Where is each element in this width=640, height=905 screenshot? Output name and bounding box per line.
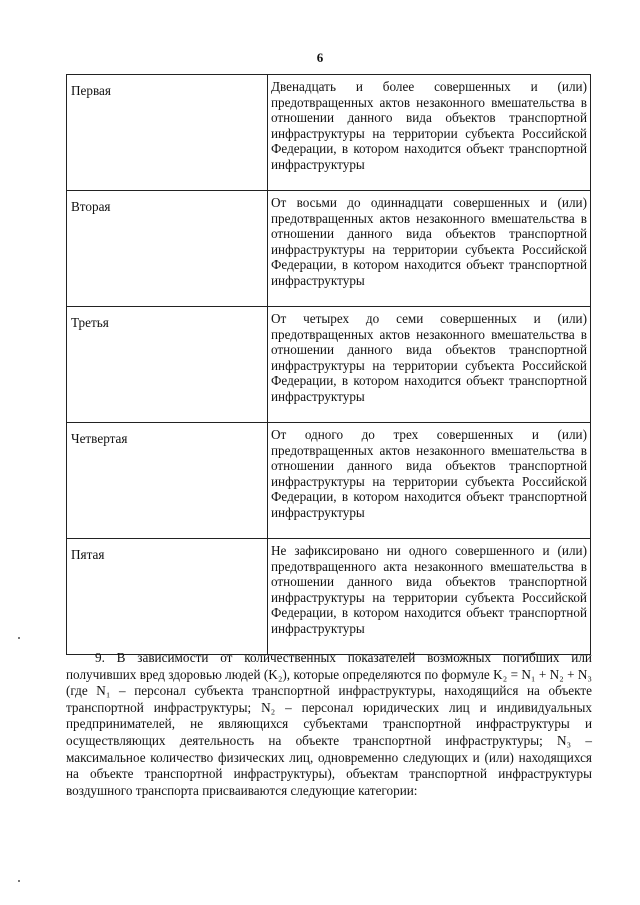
category-name: Вторая [67,191,268,307]
page-number: 6 [316,50,324,65]
category-description: От восьми до одиннадцати совершенных и (или) предотвращенных актов незаконного вмешательства в отношении данного вида объектов транспортной инфраструктуры на территории субъекта Российской Федерации, в котором находится объект транспортной инфраструктуры [268,191,591,307]
category-description: Двенадцать и более совершенных и (или) предотвращенных актов незаконного вмешательства в отношении данного вида объектов транспортной инфраструктуры на территории субъекта Российской Федерации, в котором находится объект транспортной инфраструктуры [268,75,591,191]
category-description: Не зафиксировано ни одного совершенного и (или) предотвращенного акта незаконного вмешательства в отношении данного вида объектов транспортной инфраструктуры на территории субъекта Российской Федерации, в котором находится объект транспортной инфраструктуры [268,539,591,655]
category-description: От одного до трех совершенных и (или) предотвращенных актов незаконного вмешательства в отношении данного вида объектов транспортной инфраструктуры на территории субъекта Российской Федерации, в котором находится объект транспортной инфраструктуры [268,423,591,539]
category-name: Пятая [67,539,268,655]
paragraph-9: 9. В зависимости от количественных показателей возможных погибших или получивших вред здоровью людей (K₂), которые определяются по формуле K₂ = N₁ + N₂ + N₃ (где N₁ – персонал субъекта транспортной инфраструктуры, находящийся на объекте транспортной инфраструктуры; N₂ – персонал юридических лиц и индивидуальных предпринимателей, не являющихся субъектами транспортной инфраструктуры и осуществляющих деятельность на объекте транспортной инфраструктуры; N₃ – максимальное количество физических лиц, одновременно следующих и (или) находящихся на объекте транспортной инфраструктуры), объектам транспортной инфраструктуры воздушного транспорта присваиваются следующие категории: [66,650,592,798]
category-description: От четырех до семи совершенных и (или) предотвращенных актов незаконного вмешательства в отношении данного вида объектов транспортной инфраструктуры на территории субъекта Российской Федерации, в котором находится объект транспортной инфраструктуры [268,307,591,423]
table-row [67,307,591,423]
table-row [67,191,591,307]
category-table [66,74,591,655]
scan-mark [18,880,20,882]
table-row [67,539,591,655]
category-name: Первая [67,75,268,191]
category-name: Третья [67,307,268,423]
table-row [67,423,591,539]
table-row [67,75,591,191]
scan-mark [18,637,20,639]
category-name: Четвертая [67,423,268,539]
